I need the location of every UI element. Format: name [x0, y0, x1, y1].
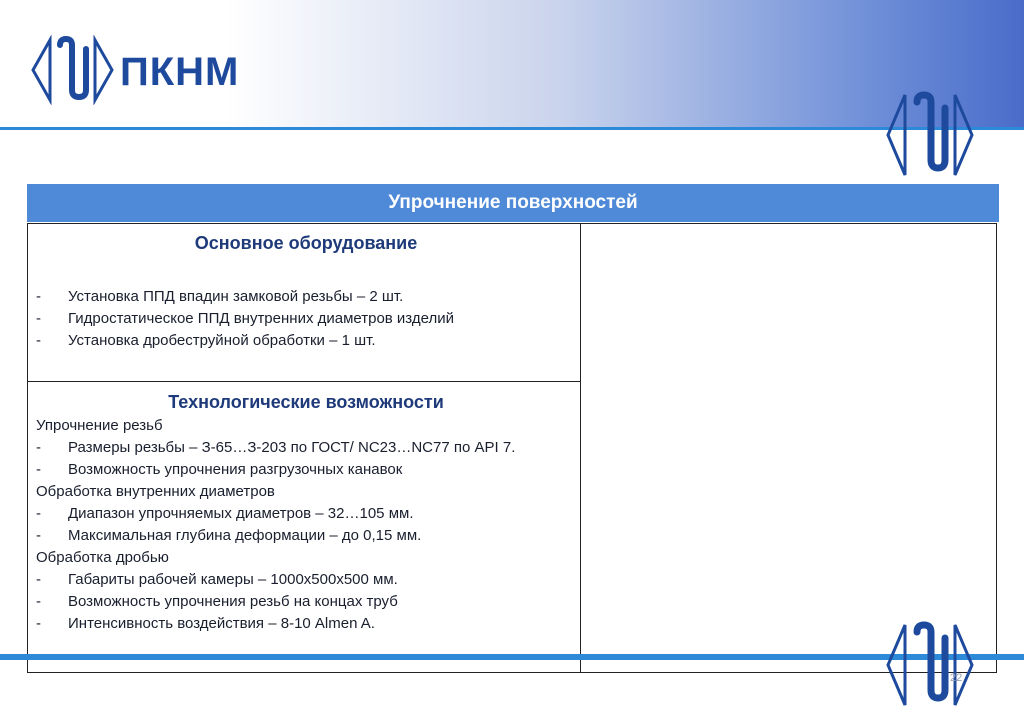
list-item: - Установка ППД впадин замковой резьбы – 2 шт. [36, 288, 404, 305]
capabilities-title: Технологические возможности [168, 392, 444, 412]
list-item: - Интенсивность воздействия – 8-10 Almen A. [36, 615, 375, 632]
list-item: - Размеры резьбы – З-65…З-203 по ГОСТ/ NC23…NC77 по API 7. [36, 439, 516, 456]
list-item: - Возможность упрочнения разгрузочных канавок [36, 461, 403, 478]
page-number: 22 [950, 672, 963, 684]
list-item: - Установка дробеструйной обработки – 1 шт. [36, 332, 376, 349]
content-table [27, 223, 997, 673]
table-title: Упрочнение поверхностей [27, 184, 999, 222]
logo-mark-icon [30, 35, 115, 105]
list-item: - Диапазон упрочняемых диаметров – 32…105 мм. [36, 505, 414, 522]
group-heading: Обработка дробью [36, 549, 169, 566]
list-item: - Возможность упрочнения резьб на концах труб [36, 593, 398, 610]
capabilities-cell [36, 389, 576, 635]
group-heading: Обработка внутренних диаметров [36, 483, 275, 500]
list-item: - Гидростатическое ППД внутренних диаметров изделий [36, 310, 454, 327]
equipment-title: Основное оборудование [194, 233, 418, 253]
list-item: - Максимальная глубина деформации – до 0,15 мм. [36, 527, 422, 544]
group-heading: Упрочнение резьб [36, 417, 163, 434]
brand-corner-icon [885, 90, 975, 180]
column-divider [580, 224, 581, 672]
row-divider [28, 381, 581, 382]
brand-footer-icon [885, 620, 975, 710]
header-divider [0, 127, 1024, 130]
logo-text: ПКНМ [120, 50, 240, 94]
list-item: - Габариты рабочей камеры – 1000х500х500 мм. [36, 571, 398, 588]
footer-band [0, 654, 1024, 660]
equipment-cell [36, 230, 576, 352]
